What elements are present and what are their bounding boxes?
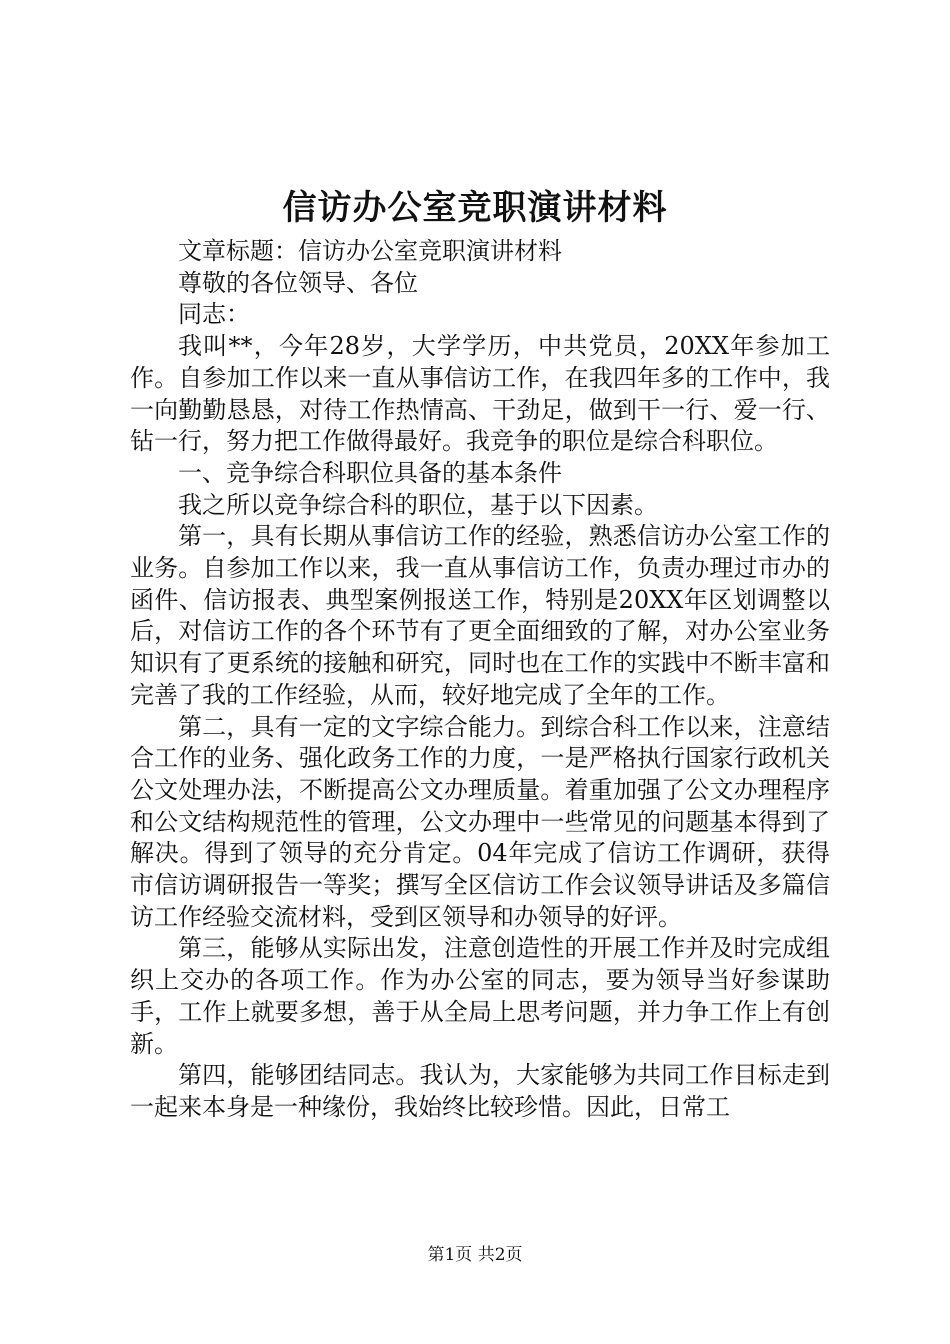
page-number-footer: 第1页 共2页 bbox=[427, 1245, 523, 1265]
salutation-line-2: 同志： bbox=[178, 300, 250, 329]
point-2-paragraph: 第二，具有一定的文字综合能力。到综合科工作以来，注意结合工作的业务、强化政务工作的力度，一是严格执行国家行政机关公文处理办法，不断提高公文办理质量。着重加强了公文办理程序和公文结构规范性的管理，公文办理中一些常见的问题基本得到了解决。得到了领导的充分肯定。04年完成了信访工作调研，获得市信访调研报告一等奖；撰写全区信访工作会议领导讲话及多篇信访工作经验交流材料，受到区领导和办领导的好评。 bbox=[130, 712, 830, 931]
salutation-line-1: 尊敬的各位领导、各位 bbox=[178, 268, 418, 297]
point-3-paragraph: 第三，能够从实际出发，注意创造性的开展工作并及时完成组织上交办的各项工作。作为办公室的同志，要为领导当好参谋助手，工作上就要多想，善于从全局上思考问题，并力争工作上有创新。 bbox=[130, 934, 830, 1058]
article-title-line: 文章标题：信访办公室竞职演讲材料 bbox=[178, 237, 562, 265]
intro-paragraph: 我叫**，今年28岁，大学学历，中共党员，20XX年参加工作。自参加工作以来一直从事信访工作，在我四年多的工作中，我一向勤勤恳恳，对待工作热情高、干劲足，做到干一行、爱一行、钻一行，努力把工作做得最好。我竞争的职位是综合科职位。 bbox=[130, 332, 830, 456]
point-1-paragraph: 第一，具有长期从事信访工作的经验，熟悉信访办公室工作的业务。自参加工作以来，我一直从事信访工作，负责办理过市办的函件、信访报表、典型案例报送工作，特别是20XX年区划调整以后，对信访工作的各个环节有了更全面细致的了解，对办公室业务知识有了更系统的接触和研究，同时也在工作的实践中不断丰富和完善了我的工作经验，从而，较好地完成了全年的工作。 bbox=[130, 522, 830, 709]
point-4-paragraph: 第四，能够团结同志。我认为，大家能够为共同工作目标走到一起来本身是一种缘份，我始终比较珍惜。因此，日常工 bbox=[130, 1061, 830, 1121]
document-title: 信访办公室竞职演讲材料 bbox=[282, 188, 668, 228]
section-heading-1: 一、竞争综合科职位具备的基本条件 bbox=[178, 458, 562, 487]
section-intro: 我之所以竞争综合科的职位，基于以下因素。 bbox=[178, 490, 658, 519]
document-body bbox=[130, 236, 830, 1124]
